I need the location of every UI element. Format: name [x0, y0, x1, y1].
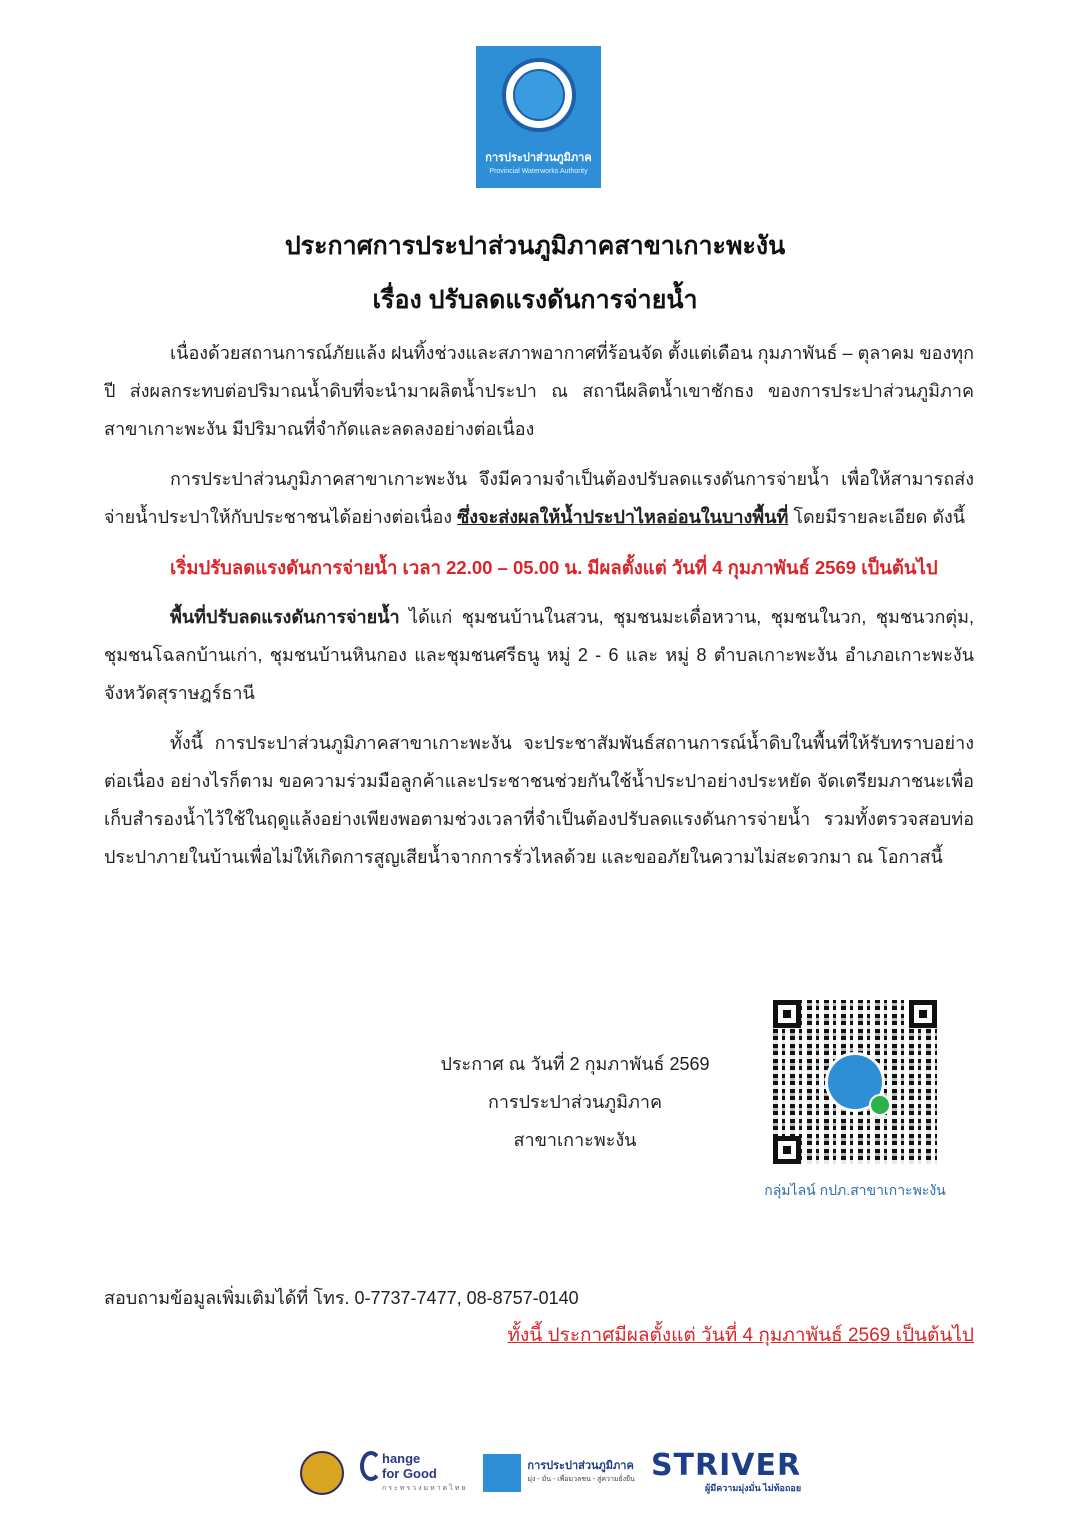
footer-logos — [300, 1448, 801, 1498]
paragraph-2-tail: โดยมีรายละเอียด ดังนี้ — [788, 507, 966, 527]
ministry-seal-icon — [300, 1451, 344, 1495]
cfg-line1: hange — [382, 1450, 421, 1466]
effective-date-notice: ทั้งนี้ ประกาศมีผลตั้งแต่ วันที่ 4 กุมภาพันธ์ 2569 เป็นต้นไป — [507, 1325, 974, 1346]
logo-name-th: การประปาส่วนภูมิภาค — [485, 152, 592, 164]
announce-date: ประกาศ ณ วันที่ 2 กุมภาพันธ์ 2569 — [440, 1054, 710, 1074]
paragraph-2-emphasis: ซึ่งจะส่งผลให้น้ำประปาไหลอ่อนในบางพื้นที่ — [457, 507, 789, 527]
line-group-qr-code[interactable] — [773, 1000, 937, 1164]
signature-branch: สาขาเกาะพะงัน — [513, 1130, 637, 1150]
pwa-footer-slogan: มุ่ง - มั่น - เพื่อมวลชน - สู่ความยั่งยืน — [527, 1476, 635, 1483]
area-list: ได้แก่ ชุมชนบ้านในสวน, ชุมชนมะเดื่อหวาน, ชุมชนในวก, ชุมชนวกตุ่ม, ชุมชนโฉลกบ้านเก่า, ชุมชนบ้านหินกอง และชุมชนศรีธนู หมู่ 2 - 6 และ หมู่ 8 ตำบลเกาะพะงัน อำเภอเกาะพะงัน จังหวัดสุราษฎร์ธานี — [104, 607, 974, 703]
striver-wordmark: STRIVER — [650, 1448, 802, 1483]
contact-info: สอบถามข้อมูลเพิ่มเติมได้ที่ โทร. 0-7737-7477, 08-8757-0140 — [104, 1288, 579, 1308]
pwa-footer-logo — [483, 1454, 635, 1492]
cfg-sub: กระทรวงมหาดไทย — [382, 1484, 468, 1492]
pwa-logo — [476, 46, 601, 188]
schedule-notice: เริ่มปรับลดแรงดันการจ่ายน้ำ เวลา 22.00 – 05.00 น. มีผลตั้งแต่ วันที่ 4 กุมภาพันธ์ 2569 เป็นต้นไป — [170, 557, 938, 578]
area-label: พื้นที่ปรับลดแรงดันการจ่ายน้ำ — [170, 607, 400, 627]
paragraph-1-text: เนื่องด้วยสถานการณ์ภัยแล้ง ฝนทิ้งช่วงและสภาพอากาศที่ร้อนจัด ตั้งแต่เดือน กุมภาพันธ์ – ตุลาคม ของทุกปี ส่งผลกระทบต่อปริมาณน้ำดิบที่จะนำมาผลิตน้ำประปา ณ สถานีผลิตน้ำเขาชักธง ของการประปาส่วนภูมิภาคสาขาเกาะพะงัน มีปริมาณที่จำกัดและลดลงอย่างต่อเนื่อง — [104, 343, 974, 439]
paragraph-1 — [104, 334, 974, 448]
logo-name-en: Provincial Waterworks Authority — [489, 168, 588, 175]
paragraph-4-text: ทั้งนี้ การประปาส่วนภูมิภาคสาขาเกาะพะงัน จะประชาสัมพันธ์สถานการณ์น้ำดิบในพื้นที่ให้รับทราบอย่างต่อเนื่อง อย่างไรก็ตาม ขอความร่วมมือลูกค้าและประชาชนช่วยกันใช้น้ำประปาอย่างประหยัด จัดเตรียมภาชนะเพื่อเก็บสำรองน้ำไว้ใช้ในฤดูแล้งอย่างเพียงพอตามช่วงเวลาที่จำเป็นต้องปรับลดแรงดันการจ่ายน้ำ รวมทั้งตรวจสอบท่อประปาภายในบ้านเพื่อไม่ให้เกิดการสูญเสียน้ำจากการรั่วไหลด้วย และขออภัยในความไม่สะดวกมา ณ โอกาสนี้ — [104, 733, 974, 867]
pwa-logo-icon — [483, 1454, 521, 1492]
announcement-subject: เรื่อง ปรับลดแรงดันการจ่ายน้ำ — [372, 286, 698, 314]
signature-block — [400, 1045, 750, 1159]
pwa-seal-icon — [502, 58, 576, 132]
pwa-footer-name: การประปาส่วนภูมิภาค — [527, 1460, 634, 1472]
line-app-icon — [869, 1094, 891, 1116]
paragraph-2-text: การประปาส่วนภูมิภาคสาขาเกาะพะงัน จึงมีความจำเป็นต้องปรับลดแรงดันการจ่ายน้ำ เพื่อให้สามารถส่งจ่ายน้ำประปาให้กับประชาชนได้อย่างต่อเนื่อง — [104, 469, 974, 527]
paragraph-4 — [104, 724, 974, 876]
striver-logo — [650, 1448, 802, 1495]
qr-caption: กลุ่มไลน์ กปภ.สาขาเกาะพะงัน — [764, 1182, 946, 1198]
striver-tagline: ผู้มีความมุ่งมั่น ไม่ท้อถอย — [704, 1483, 802, 1493]
change-for-good-logo — [360, 1451, 467, 1496]
signature-org: การประปาส่วนภูมิภาค — [487, 1092, 663, 1112]
announcement-title: ประกาศการประปาส่วนภูมิภาคสาขาเกาะพะงัน — [284, 232, 786, 260]
cfg-line2: for Good — [382, 1465, 437, 1481]
paragraph-2 — [104, 460, 974, 536]
paragraph-3 — [104, 598, 974, 712]
